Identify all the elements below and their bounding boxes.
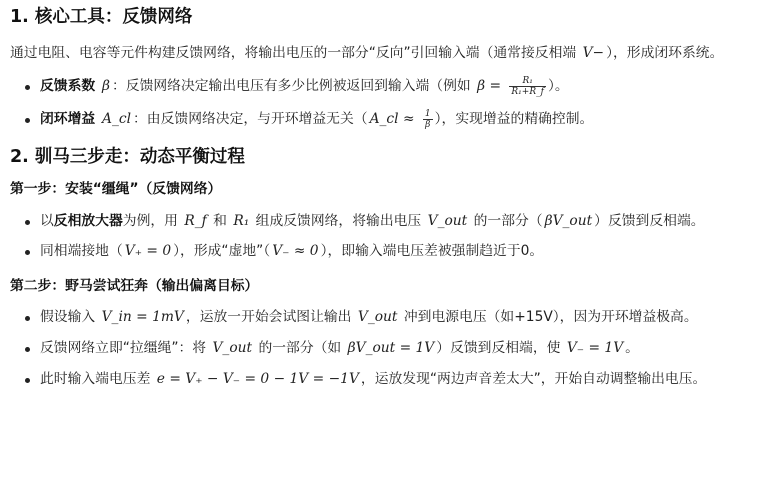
step-2-bullet-list xyxy=(10,304,748,393)
math-vout: V_out xyxy=(427,213,468,229)
list-item-input-assumption xyxy=(10,304,748,331)
list-item-virtual-ground xyxy=(10,238,748,265)
step1-b2-pre: 同相端接地（ xyxy=(40,243,123,259)
acl-fraction-numerator: 1 xyxy=(424,108,431,119)
math-error-eq: e = V₊ − V₋ = 0 − 1V = −1V xyxy=(156,371,359,387)
intro-math-v-minus: V− xyxy=(582,45,605,61)
step1-b2-mid: ），形成“虚地”（ xyxy=(173,243,271,259)
step2-b1-pre: 假设输入 xyxy=(40,309,100,325)
math-vminus-1v: V₋ = 1V xyxy=(566,340,624,356)
intro-text-b: ），形成闭环系统。 xyxy=(606,45,724,61)
section-1-bullet-list xyxy=(10,73,748,133)
step2-b3-post: ，运放发现“两边声音差太大”，开始自动调整输出电压。 xyxy=(360,371,707,387)
math-vin: V_in = 1mV xyxy=(101,309,184,325)
beta-fraction-denominator: R₁+R_f xyxy=(511,86,544,97)
math-vout-3: V_out xyxy=(212,340,253,356)
step1-b1-mid: 为例，用 xyxy=(122,213,183,229)
acl-fraction-denominator: β xyxy=(425,119,431,130)
step2-b2-post: 。 xyxy=(625,340,639,356)
step2-b2-pre: 反馈网络立即“拉缰绳”：将 xyxy=(40,340,211,356)
feedback-coef-text-a: ：反馈网络决定输出电压有多少比例被返回到输入端（例如 xyxy=(111,78,476,94)
step2-b1-post: 冲到电源电压（如+15V），因为开环增益极高。 xyxy=(399,309,698,325)
math-vminus-approx-zero: V₋ ≈ 0 xyxy=(272,243,319,259)
list-item-voltage-difference xyxy=(10,366,748,393)
feedback-coef-text-b: ）。 xyxy=(547,78,569,94)
step-1-bullet-list xyxy=(10,208,748,265)
section-1-intro xyxy=(10,40,748,67)
step2-b1-mid: ，运放一开始会试图让输出 xyxy=(185,309,356,325)
section-1-heading: 1. 核心工具：反馈网络 xyxy=(10,7,193,27)
list-item-closed-loop-gain xyxy=(10,106,748,133)
math-acl-eq: A_cl ≈ xyxy=(369,111,419,127)
beta-fraction xyxy=(509,76,546,97)
step1-b1-pre: 以 xyxy=(40,213,54,229)
math-beta-vout: βV_out xyxy=(544,213,593,229)
step-2-heading: 第二步：野马尝试狂奔（输出偏离目标） xyxy=(10,278,259,294)
closed-loop-text-a: ：由反馈网络决定，与开环增益无关（ xyxy=(133,111,368,127)
math-vout-2: V_out xyxy=(357,309,398,325)
step1-b1-text: 组成反馈网络，将输出电压 xyxy=(251,213,426,229)
math-vplus-zero: V₊ = 0 xyxy=(124,243,172,259)
step2-b3-pre: 此时输入端电压差 xyxy=(40,371,155,387)
step1-b1-text3: ）反馈到反相端。 xyxy=(594,213,705,229)
term-feedback-coefficient: 反馈系数 xyxy=(40,78,100,94)
section-2-heading: 2. 驯马三步走：动态平衡过程 xyxy=(10,147,245,167)
closed-loop-text-b: ），实现增益的精确控制。 xyxy=(434,111,594,127)
term-inverting-amplifier: 反相放大器 xyxy=(53,213,123,229)
step1-b2-post: ），即输入端电压差被强制趋近于0。 xyxy=(320,243,544,259)
list-item-feedback-coefficient xyxy=(10,73,748,100)
acl-fraction xyxy=(423,109,433,130)
beta-fraction-numerator: R₁ xyxy=(509,76,546,87)
math-r1: R₁ xyxy=(233,213,250,229)
step2-b2-mid: 的一部分（如 xyxy=(254,340,346,356)
step1-b1-text2: 的一部分（ xyxy=(469,213,543,229)
math-rf: R_f xyxy=(184,213,207,229)
list-item-feedback-pull xyxy=(10,335,748,362)
list-item-inverting-amplifier xyxy=(10,208,748,235)
math-acl: A_cl xyxy=(102,111,132,127)
step1-b1-and: 和 xyxy=(208,213,232,229)
intro-text-a: 通过电阻、电容等元件构建反馈网络，将输出电压的一部分“反向”引回输入端（通常接反相端 xyxy=(10,45,581,61)
step2-b2-mid2: ）反馈到反相端，使 xyxy=(436,340,565,356)
step-1-heading: 第一步：安装“缰绳”（反馈网络） xyxy=(10,181,222,197)
math-beta: β xyxy=(102,78,110,94)
math-beta-vout-1v: βV_out = 1V xyxy=(347,340,435,356)
term-closed-loop-gain: 闭环增益 xyxy=(40,111,100,127)
math-beta-eq: β = xyxy=(477,78,506,94)
